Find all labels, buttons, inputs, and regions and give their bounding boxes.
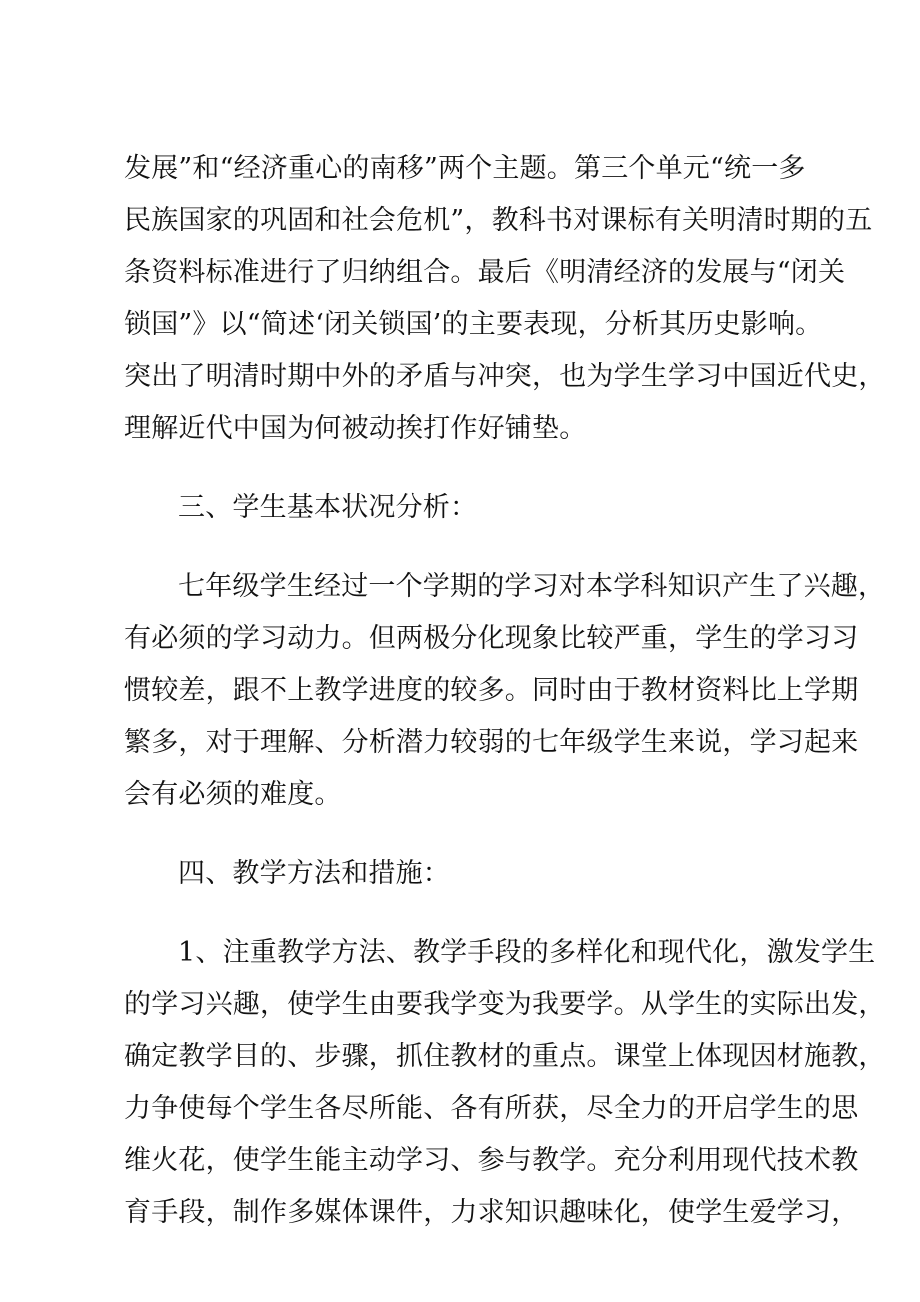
paragraph-student-analysis — [124, 570, 886, 811]
text-line: 突出了明清时期中外的矛盾与冲突，也为学生学习中国近代史， — [124, 361, 886, 392]
document-body — [124, 152, 886, 1229]
text-line: 七年级学生经过一个学期的学习对本学科知识产生了兴趣， — [178, 571, 886, 602]
paragraph-teaching-methods — [124, 936, 886, 1229]
section-heading-teaching-methods: 四、教学方法和措施： — [178, 858, 450, 889]
text-line: 1、注重教学方法、教学手段的多样化和现代化，激发学生 — [178, 937, 876, 968]
text-line: 的学习兴趣，使学生由要我学变为我要学。从学生的实际出发， — [124, 989, 886, 1020]
text-line: 民族国家的巩固和社会危机”，教科书对课标有关明清时期的五 — [124, 205, 873, 236]
text-line: 锁国”》以“简述‘闭关锁国’的主要表现，分析其历史影响。 — [124, 309, 823, 340]
text-line: 发展”和“经济重心的南移”两个主题。第三个单元“统一多 — [124, 153, 806, 184]
text-line: 理解近代中国为何被动挨打作好铺垫。 — [124, 413, 587, 444]
text-line: 繁多，对于理解、分析潜力较弱的七年级学生来说，学习起来 — [124, 727, 859, 758]
text-line: 确定教学目的、步骤，抓住教材的重点。课堂上体现因材施教， — [124, 1041, 886, 1072]
text-line: 育手段，制作多媒体课件，力求知识趣味化，使学生爱学习， — [124, 1197, 859, 1228]
text-line: 条资料标准进行了归纳组合。最后《明清经济的发展与“闭关 — [124, 257, 846, 288]
section-heading-student-analysis: 三、学生基本状况分析： — [178, 492, 478, 523]
text-line: 惯较差，跟不上教学进度的较多。同时由于教材资料比上学期 — [124, 675, 859, 706]
text-line: 力争使每个学生各尽所能、各有所获，尽全力的开启学生的思 — [124, 1093, 859, 1124]
text-line: 会有必须的难度。 — [124, 779, 342, 810]
text-line: 维火花，使学生能主动学习、参与教学。充分利用现代技术教 — [124, 1145, 859, 1176]
text-line: 有必须的学习动力。但两极分化现象比较严重，学生的学习习 — [124, 623, 859, 654]
paragraph-textbook-units — [124, 152, 886, 445]
